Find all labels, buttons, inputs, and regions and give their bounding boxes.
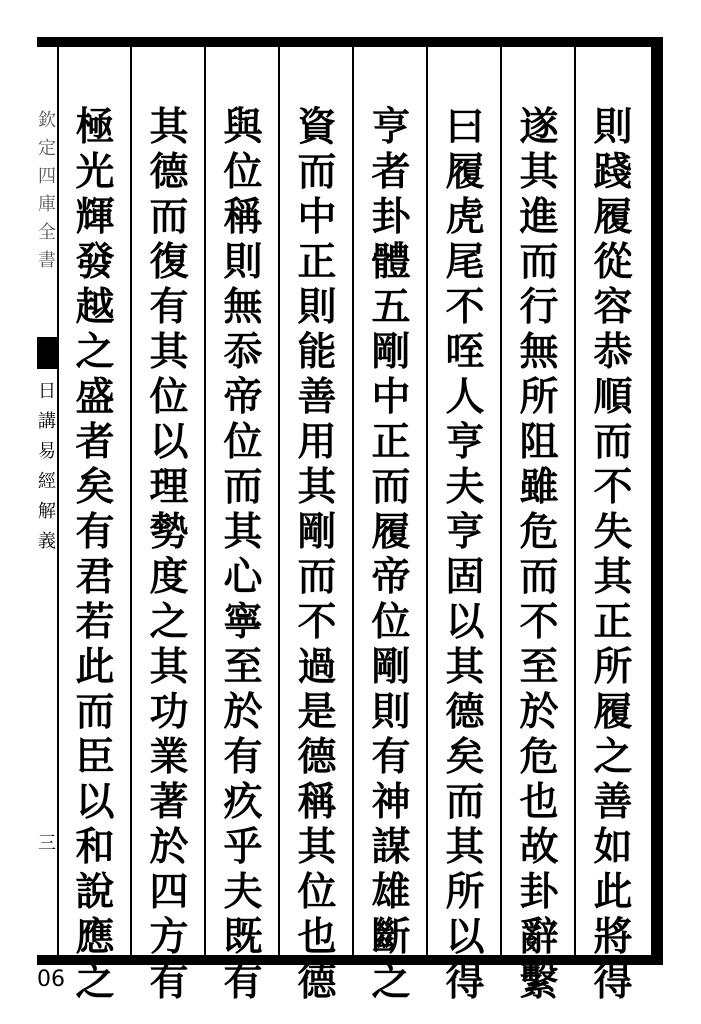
column-character: 其 xyxy=(593,554,633,600)
column-character: 不 xyxy=(593,464,633,510)
text-column-7 xyxy=(142,105,196,1005)
column-character: 剛 xyxy=(297,509,337,555)
column-character: 者 xyxy=(75,419,115,465)
column-character: 君 xyxy=(75,554,115,600)
column-character: 其 xyxy=(223,509,263,555)
column-character: 無 xyxy=(223,284,263,330)
column-character: 能 xyxy=(297,329,337,375)
column-character: 其 xyxy=(445,824,485,870)
column-character: 將 xyxy=(593,914,633,960)
column-character: 至 xyxy=(519,644,559,690)
column-character: 和 xyxy=(75,824,115,870)
column-character: 其 xyxy=(149,329,189,375)
column-character: 有 xyxy=(371,734,411,780)
text-column-2 xyxy=(512,105,566,1005)
column-character: 其 xyxy=(149,644,189,690)
column-character: 之 xyxy=(75,959,115,1005)
column-character: 德 xyxy=(149,149,189,195)
column-character: 著 xyxy=(149,779,189,825)
column-character: 而 xyxy=(445,779,485,825)
column-character: 之 xyxy=(593,734,633,780)
column-character: 夫 xyxy=(223,869,263,915)
column-character: 得 xyxy=(445,959,485,1005)
text-column-8 xyxy=(68,105,122,1005)
column-character: 用 xyxy=(297,419,337,465)
column-character: 輝 xyxy=(75,194,115,240)
column-character: 履 xyxy=(593,689,633,735)
column-character: 有 xyxy=(223,959,263,1005)
column-character: 謀 xyxy=(371,824,411,870)
column-character: 人 xyxy=(445,374,485,420)
column-character: 方 xyxy=(149,914,189,960)
column-character: 資 xyxy=(297,104,337,150)
column-character: 勢 xyxy=(149,509,189,555)
column-character: 而 xyxy=(519,239,559,285)
column-character: 固 xyxy=(445,554,485,600)
column-character: 發 xyxy=(75,239,115,285)
column-character: 也 xyxy=(519,779,559,825)
text-column-1 xyxy=(586,105,640,1005)
text-column-6 xyxy=(216,105,270,1005)
column-character: 臣 xyxy=(75,734,115,780)
column-character: 遂 xyxy=(519,104,559,150)
column-character: 虎 xyxy=(445,194,485,240)
column-character: 曰 xyxy=(445,104,485,150)
column-character: 德 xyxy=(445,689,485,735)
column-character: 正 xyxy=(297,239,337,285)
column-character: 體 xyxy=(371,239,411,285)
column-character: 行 xyxy=(519,284,559,330)
column-character: 無 xyxy=(519,329,559,375)
column-character: 而 xyxy=(149,194,189,240)
column-character: 之 xyxy=(149,599,189,645)
column-character: 度 xyxy=(149,554,189,600)
margin-title-top: 欽定四庫全書 xyxy=(38,110,56,271)
column-character: 帝 xyxy=(371,554,411,600)
column-character: 中 xyxy=(297,194,337,240)
column-character: 疚 xyxy=(223,779,263,825)
text-column-5 xyxy=(290,105,344,1005)
column-character: 履 xyxy=(593,194,633,240)
column-character: 有 xyxy=(149,284,189,330)
column-character: 所 xyxy=(593,644,633,690)
column-character: 理 xyxy=(149,464,189,510)
column-character: 剛 xyxy=(371,644,411,690)
column-rule xyxy=(204,47,206,955)
column-character: 履 xyxy=(445,149,485,195)
column-character: 雄 xyxy=(371,869,411,915)
column-character: 則 xyxy=(593,104,633,150)
column-character: 其 xyxy=(445,644,485,690)
column-character: 恭 xyxy=(593,329,633,375)
column-character: 過 xyxy=(297,644,337,690)
column-character: 辭 xyxy=(519,914,559,960)
column-character: 稱 xyxy=(297,779,337,825)
column-character: 中 xyxy=(371,374,411,420)
column-character: 寧 xyxy=(223,599,263,645)
column-character: 斷 xyxy=(371,914,411,960)
column-character: 以 xyxy=(445,599,485,645)
column-character: 此 xyxy=(75,644,115,690)
column-character: 其 xyxy=(297,824,337,870)
column-character: 咥 xyxy=(445,329,485,375)
column-character: 危 xyxy=(519,734,559,780)
column-character: 復 xyxy=(149,239,189,285)
margin-book-title: 日講易經解義 xyxy=(38,381,56,552)
column-character: 善 xyxy=(593,779,633,825)
column-character: 進 xyxy=(519,194,559,240)
column-character: 位 xyxy=(223,419,263,465)
column-character: 尾 xyxy=(445,239,485,285)
column-character: 位 xyxy=(223,149,263,195)
column-character: 而 xyxy=(223,464,263,510)
column-character: 若 xyxy=(75,599,115,645)
column-character: 踐 xyxy=(593,149,633,195)
column-character: 而 xyxy=(297,554,337,600)
fish-tail-mark xyxy=(37,337,57,369)
column-character: 說 xyxy=(75,869,115,915)
column-character: 光 xyxy=(75,149,115,195)
column-character: 極 xyxy=(75,104,115,150)
column-character: 履 xyxy=(371,509,411,555)
column-character: 不 xyxy=(519,599,559,645)
column-character: 以 xyxy=(445,914,485,960)
column-character: 容 xyxy=(593,284,633,330)
column-character: 所 xyxy=(519,374,559,420)
column-character: 以 xyxy=(75,779,115,825)
page-number: 06 xyxy=(37,967,65,992)
column-character: 則 xyxy=(371,689,411,735)
column-character: 則 xyxy=(297,284,337,330)
column-character: 亨 xyxy=(371,104,411,150)
column-character: 於 xyxy=(519,689,559,735)
column-character: 其 xyxy=(519,149,559,195)
column-character: 之 xyxy=(75,329,115,375)
column-character: 忝 xyxy=(223,329,263,375)
column-rule xyxy=(278,47,280,955)
column-character: 故 xyxy=(519,824,559,870)
column-character: 夫 xyxy=(445,464,485,510)
column-character: 其 xyxy=(297,464,337,510)
column-character: 不 xyxy=(297,599,337,645)
column-character: 至 xyxy=(223,644,263,690)
column-character: 帝 xyxy=(223,374,263,420)
column-character: 位 xyxy=(371,599,411,645)
column-character: 正 xyxy=(593,599,633,645)
column-character: 稱 xyxy=(223,194,263,240)
page-margin-strip xyxy=(37,47,57,955)
column-character: 位 xyxy=(149,374,189,420)
column-character: 而 xyxy=(519,554,559,600)
column-character: 矣 xyxy=(445,734,485,780)
column-character: 之 xyxy=(371,959,411,1005)
column-character: 善 xyxy=(297,374,337,420)
column-character: 卦 xyxy=(519,869,559,915)
column-character: 以 xyxy=(149,419,189,465)
column-character: 盛 xyxy=(75,374,115,420)
column-character: 而 xyxy=(75,689,115,735)
column-character: 功 xyxy=(149,689,189,735)
column-character: 五 xyxy=(371,284,411,330)
column-character: 有 xyxy=(149,959,189,1005)
column-character: 危 xyxy=(519,509,559,555)
column-character: 業 xyxy=(149,734,189,780)
column-character: 順 xyxy=(593,374,633,420)
column-character: 是 xyxy=(297,689,337,735)
column-character: 乎 xyxy=(223,824,263,870)
column-character: 剛 xyxy=(371,329,411,375)
column-character: 者 xyxy=(371,149,411,195)
column-character: 有 xyxy=(223,734,263,780)
column-rule xyxy=(57,47,59,955)
column-character: 也 xyxy=(297,914,337,960)
column-character: 越 xyxy=(75,284,115,330)
column-character: 而 xyxy=(593,419,633,465)
column-character: 矣 xyxy=(75,464,115,510)
column-character: 而 xyxy=(371,464,411,510)
column-rule xyxy=(130,47,132,955)
column-rule xyxy=(574,47,576,955)
column-character: 位 xyxy=(297,869,337,915)
column-rule xyxy=(352,47,354,955)
column-character: 不 xyxy=(445,284,485,330)
column-rule xyxy=(500,47,502,955)
column-character: 得 xyxy=(593,959,633,1005)
column-character: 阻 xyxy=(519,419,559,465)
column-character: 德 xyxy=(297,959,337,1005)
column-character: 應 xyxy=(75,914,115,960)
column-character: 如 xyxy=(593,824,633,870)
column-character: 有 xyxy=(75,509,115,555)
column-character: 繫 xyxy=(519,959,559,1005)
column-character: 雖 xyxy=(519,464,559,510)
column-character: 四 xyxy=(149,869,189,915)
column-character: 其 xyxy=(149,104,189,150)
column-character: 於 xyxy=(149,824,189,870)
column-character: 則 xyxy=(223,239,263,285)
column-character: 與 xyxy=(223,104,263,150)
column-character: 亨 xyxy=(445,509,485,555)
column-character: 心 xyxy=(223,554,263,600)
column-character: 從 xyxy=(593,239,633,285)
column-rule xyxy=(426,47,428,955)
column-character: 卦 xyxy=(371,194,411,240)
column-character: 神 xyxy=(371,779,411,825)
column-character: 失 xyxy=(593,509,633,555)
text-column-3 xyxy=(438,105,492,1005)
column-character: 此 xyxy=(593,869,633,915)
column-character: 既 xyxy=(223,914,263,960)
column-character: 德 xyxy=(297,734,337,780)
column-character: 所 xyxy=(445,869,485,915)
column-character: 亨 xyxy=(445,419,485,465)
folio-number: 三 xyxy=(38,833,56,854)
column-character: 而 xyxy=(297,149,337,195)
column-character: 正 xyxy=(371,419,411,465)
text-column-4 xyxy=(364,105,418,1005)
column-character: 於 xyxy=(223,689,263,735)
